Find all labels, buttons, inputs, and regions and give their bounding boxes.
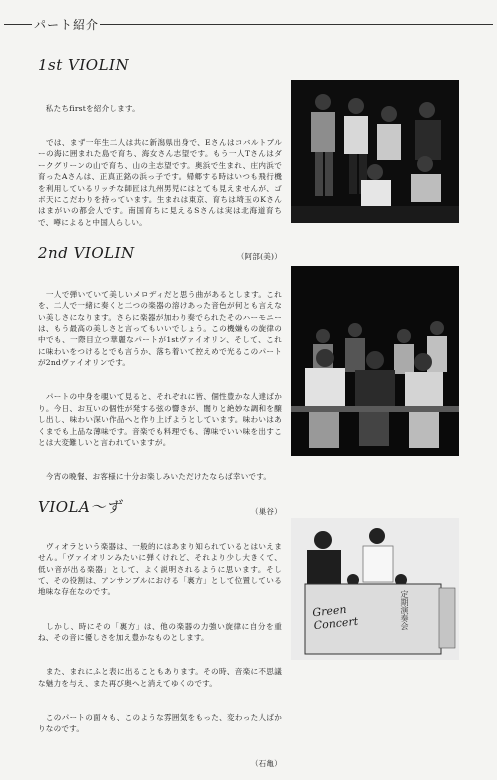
author-signature: （巣谷） (250, 506, 282, 516)
section-title-1st-violin: 1st VIOLIN (38, 56, 130, 74)
paragraph: ヴィオラという楽器は、一般的にはあまり知られているとはいえません。「ヴァイオリンみたいに弾くけれど、それより少し大きくて、低い音が出る楽器」として、よく説明されるように思います。そして、その役割は、アンサンブルにおける「裏方」として位置している地味な存在なのです。 (38, 541, 282, 597)
banner-line-2: Concert (313, 614, 359, 633)
banner-green-concert (312, 602, 359, 633)
paragraph: 一人で弾いていて美しいメロディだと思う曲があるとします。これを、二人で一緒に奏くと二つの楽器の溶けあった音色が何とも言えない美しさになります。さらに楽器が加わり奏でられたそのハーモニーは、もう最高の美しさと言ってもいいでしょう。この機嫌もの旋律の中でも、一際目立つ華麗なパートが1stヴァイオリン、そして、これに味わいをつけるとでも言うか、落ち着いて控えめで光るこのパートが2ndヴァイオリンです。 (38, 289, 282, 368)
paragraph: では、まず一年生二人は共に新潟県出身で、Eさんはコバルトブルーの海に囲まれた島で育ち、海女さん志望です。もう一人Tさんはダークグリーンの山で育ち、山の主志望です。奥浜で生まれ、庄内浜で育ったAさんは、正真正銘の浜っ子です。帰郷する時はいつも飛行機を利用しているリッチな師匠は九州男児にはとても見えませんが、ゴボ天にこだわりを持っています。生まれは東京、育ちは埼玉のKさんはまがいの都会人です。南国育ちに見えるSさんは実は北海道育ちで、噂によると中国人らしい。 (38, 138, 282, 227)
photo-1st-violin-group (291, 80, 459, 223)
author-signature: （阿部(美)） (236, 252, 282, 262)
photo-2nd-violin-group (291, 266, 459, 456)
paragraph: パートの中身を覗いて見ると、それぞれに皆、個性豊かな人達ばかり。今日、お互いの個性が発する弦の響きが、闇りと絶妙な調和を醸し出し、味わい深い作品へと作り上げようとしています。味わいはあくまでも上品な薄味です。音楽でも料理でも、薄味でいい味を出すことは大変難しいと言われていますが。 (38, 392, 282, 448)
section-body-viola (38, 518, 282, 780)
page-header-title: パート紹介 (34, 18, 100, 32)
banner-line-1: Green (311, 602, 348, 620)
paragraph: また、まれにふと表に出ることもあります。その時、音楽に不思議な魅力を与え、また再び奥へと消えてゆくのです。 (38, 667, 282, 688)
paragraph: このパートの面々も、このような雰囲気をもった、変わった人ばかりなのです。 (38, 712, 282, 734)
paragraph: 今宵の晩餐、お客様に十分お楽しみいただけたならば幸いです。 (38, 472, 272, 482)
header-rule-left (4, 24, 32, 25)
paragraph: しかし、時にその「裏方」は、他の楽器の力強い旋律に自分を重ね、その音に優しさを加え豊かなものとします。 (38, 621, 282, 643)
section-body-2nd-violin (38, 266, 282, 528)
section-title-viola: VIOLA〜ず (38, 498, 122, 516)
author-signature: （石亀） (250, 758, 282, 768)
section-title-2nd-violin: 2nd VIOLIN (38, 244, 135, 262)
photo-viola-group (291, 518, 459, 660)
banner-side-text: 定期演奏会 (400, 590, 409, 630)
header-rule-right (100, 24, 493, 25)
paragraph: 私たちfirstを紹介します。 (38, 103, 140, 113)
